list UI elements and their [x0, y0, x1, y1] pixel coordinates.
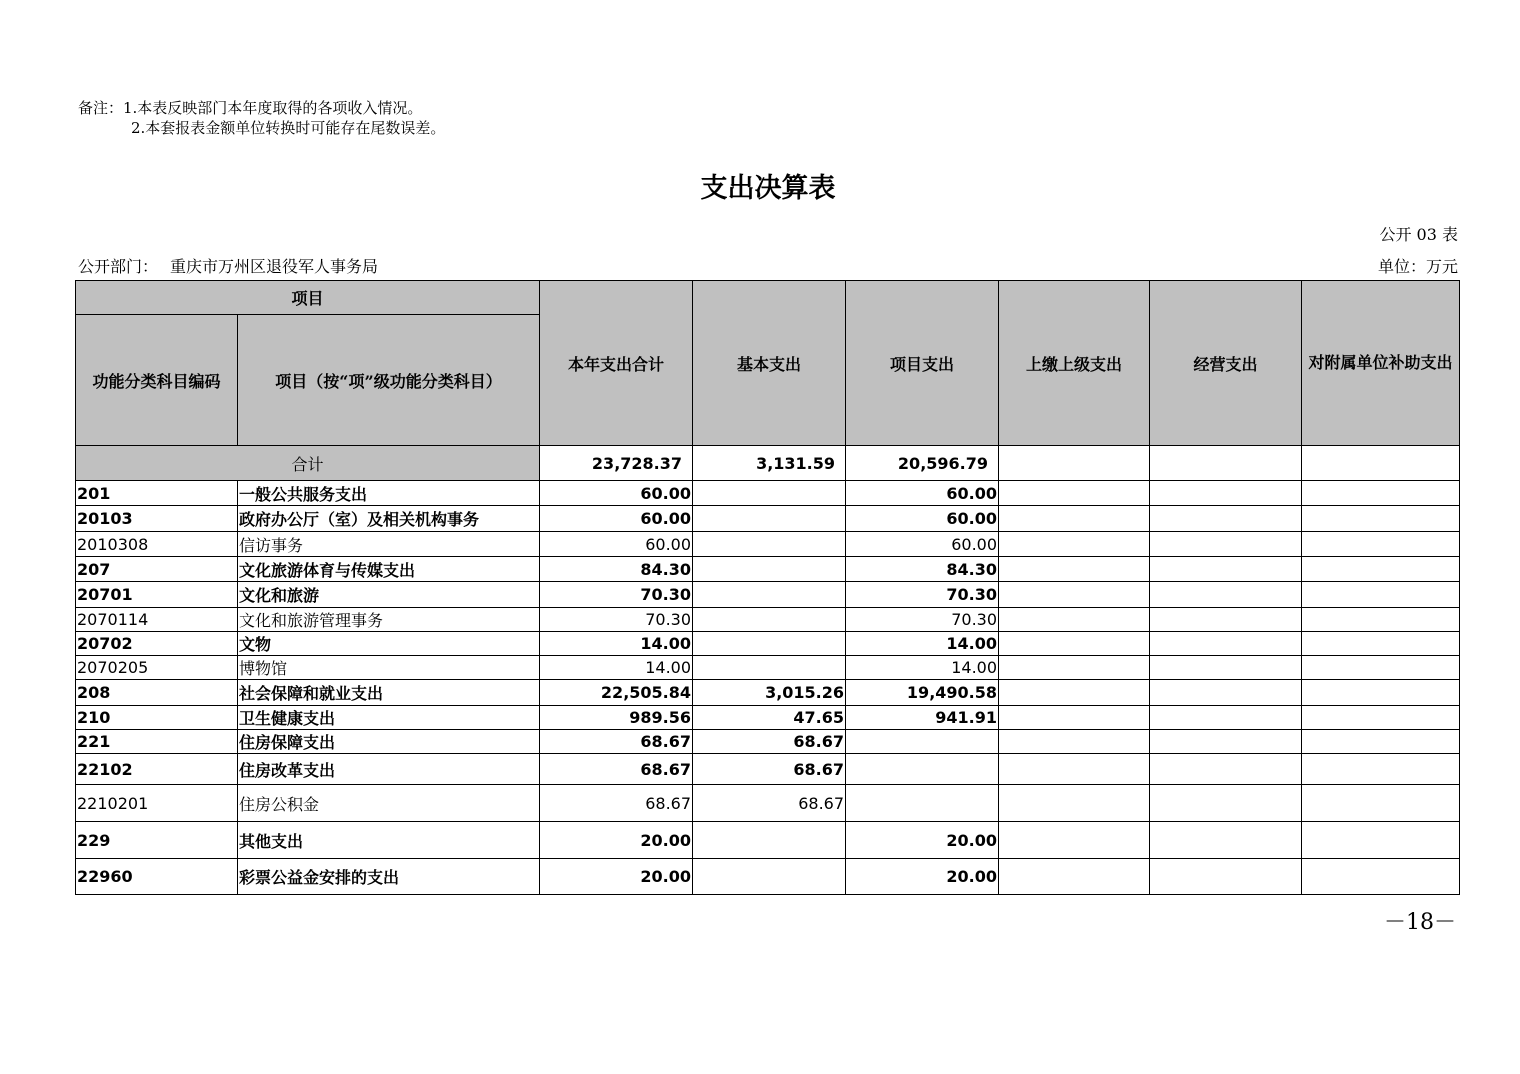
cell-subsidy: [1302, 785, 1460, 822]
table-row: [76, 730, 1460, 754]
cell-project: 14.00: [846, 632, 999, 656]
note-line-1: 备注：1.本表反映部门本年度取得的各项收入情况。: [78, 99, 423, 117]
page-title: 支出决算表: [700, 173, 836, 204]
total-cell-upper: [999, 446, 1150, 481]
department-info: [78, 254, 378, 277]
cell-code: 20701: [76, 582, 238, 608]
cell-subsidy: [1302, 656, 1460, 680]
cell-basic: [693, 582, 846, 608]
total-label: 合计: [76, 446, 540, 481]
cell-name: 其他支出: [238, 822, 540, 859]
table-row: [76, 656, 1460, 680]
header-subsidy: 对附属单位补助支出: [1302, 281, 1460, 446]
cell-project: [846, 730, 999, 754]
cell-code: 22960: [76, 859, 238, 895]
cell-project: 84.30: [846, 557, 999, 582]
cell-subsidy: [1302, 557, 1460, 582]
total-cell-basic: 3,131.59: [693, 446, 846, 481]
table-body: [76, 446, 1460, 895]
cell-name: 彩票公益金安排的支出: [238, 859, 540, 895]
cell-upper: [999, 557, 1150, 582]
cell-business: [1150, 582, 1302, 608]
cell-upper: [999, 706, 1150, 730]
note-line-2: 2.本套报表金额单位转换时可能存在尾数误差。: [131, 119, 446, 137]
cell-name: 一般公共服务支出: [238, 481, 540, 506]
cell-total: 14.00: [540, 632, 693, 656]
cell-code: 201: [76, 481, 238, 506]
department-name: 重庆市万州区退役军人事务局: [170, 257, 379, 276]
header-project: 项目支出: [846, 281, 999, 446]
cell-business: [1150, 632, 1302, 656]
cell-upper: [999, 632, 1150, 656]
cell-upper: [999, 532, 1150, 557]
total-cell-business: [1150, 446, 1302, 481]
cell-basic: 68.67: [693, 730, 846, 754]
cell-upper: [999, 730, 1150, 754]
cell-basic: [693, 632, 846, 656]
cell-project: 14.00: [846, 656, 999, 680]
table-row: [76, 532, 1460, 557]
cell-total: 989.56: [540, 706, 693, 730]
table-row: [76, 859, 1460, 895]
cell-business: [1150, 506, 1302, 532]
cell-code: 20103: [76, 506, 238, 532]
cell-business: [1150, 532, 1302, 557]
cell-code: 20702: [76, 632, 238, 656]
cell-business: [1150, 754, 1302, 785]
cell-name: 文化和旅游管理事务: [238, 608, 540, 632]
cell-upper: [999, 608, 1150, 632]
cell-subsidy: [1302, 680, 1460, 706]
header-name: 项目（按“项”级功能分类科目）: [238, 315, 540, 446]
cell-basic: 68.67: [693, 754, 846, 785]
cell-subsidy: [1302, 632, 1460, 656]
cell-name: 住房保障支出: [238, 730, 540, 754]
total-row: [76, 446, 1460, 481]
cell-total: 60.00: [540, 506, 693, 532]
table-row: [76, 822, 1460, 859]
notes: [78, 98, 445, 138]
cell-name: 信访事务: [238, 532, 540, 557]
cell-project: 70.30: [846, 608, 999, 632]
cell-basic: [693, 481, 846, 506]
cell-project: 60.00: [846, 481, 999, 506]
cell-upper: [999, 506, 1150, 532]
cell-upper: [999, 656, 1150, 680]
header-item: 项目: [76, 281, 540, 315]
cell-name: 卫生健康支出: [238, 706, 540, 730]
cell-upper: [999, 582, 1150, 608]
cell-basic: [693, 656, 846, 680]
cell-name: 住房公积金: [238, 785, 540, 822]
cell-total: 68.67: [540, 785, 693, 822]
cell-basic: 3,015.26: [693, 680, 846, 706]
table-row: [76, 608, 1460, 632]
cell-business: [1150, 608, 1302, 632]
cell-name: 政府办公厅（室）及相关机构事务: [238, 506, 540, 532]
table-row: [76, 557, 1460, 582]
cell-subsidy: [1302, 822, 1460, 859]
cell-subsidy: [1302, 608, 1460, 632]
cell-code: 2070205: [76, 656, 238, 680]
cell-code: 2210201: [76, 785, 238, 822]
cell-upper: [999, 680, 1150, 706]
header-business: 经营支出: [1150, 281, 1302, 446]
total-cell-subsidy: [1302, 446, 1460, 481]
cell-code: 2070114: [76, 608, 238, 632]
cell-code: 229: [76, 822, 238, 859]
table-row: [76, 582, 1460, 608]
cell-basic: [693, 557, 846, 582]
cell-total: 14.00: [540, 656, 693, 680]
cell-business: [1150, 822, 1302, 859]
expenditure-table: [75, 280, 1460, 895]
header-total: 本年支出合计: [540, 281, 693, 446]
table-row: [76, 632, 1460, 656]
cell-subsidy: [1302, 730, 1460, 754]
cell-code: 2010308: [76, 532, 238, 557]
cell-upper: [999, 754, 1150, 785]
cell-upper: [999, 859, 1150, 895]
total-cell-project: 20,596.79: [846, 446, 999, 481]
cell-project: 20.00: [846, 859, 999, 895]
cell-total: 20.00: [540, 859, 693, 895]
cell-code: 22102: [76, 754, 238, 785]
cell-basic: [693, 532, 846, 557]
cell-basic: [693, 506, 846, 532]
cell-code: 208: [76, 680, 238, 706]
cell-project: 70.30: [846, 582, 999, 608]
cell-name: 文化和旅游: [238, 582, 540, 608]
cell-subsidy: [1302, 582, 1460, 608]
header-code: 功能分类科目编码: [76, 315, 238, 446]
cell-business: [1150, 730, 1302, 754]
cell-upper: [999, 785, 1150, 822]
cell-subsidy: [1302, 481, 1460, 506]
cell-business: [1150, 656, 1302, 680]
cell-upper: [999, 822, 1150, 859]
cell-subsidy: [1302, 706, 1460, 730]
cell-code: 210: [76, 706, 238, 730]
cell-basic: 47.65: [693, 706, 846, 730]
cell-business: [1150, 859, 1302, 895]
table-row: [76, 754, 1460, 785]
cell-name: 文化旅游体育与传媒支出: [238, 557, 540, 582]
page-number: －18－: [1384, 910, 1456, 935]
cell-project: 941.91: [846, 706, 999, 730]
cell-business: [1150, 680, 1302, 706]
cell-business: [1150, 481, 1302, 506]
cell-total: 68.67: [540, 730, 693, 754]
cell-subsidy: [1302, 754, 1460, 785]
cell-project: 60.00: [846, 532, 999, 557]
table-row: [76, 506, 1460, 532]
header-basic: 基本支出: [693, 281, 846, 446]
cell-name: 社会保障和就业支出: [238, 680, 540, 706]
cell-subsidy: [1302, 532, 1460, 557]
cell-basic: [693, 859, 846, 895]
cell-total: 22,505.84: [540, 680, 693, 706]
cell-upper: [999, 481, 1150, 506]
cell-project: 20.00: [846, 822, 999, 859]
cell-business: [1150, 785, 1302, 822]
cell-total: 70.30: [540, 608, 693, 632]
cell-basic: [693, 822, 846, 859]
cell-subsidy: [1302, 859, 1460, 895]
cell-project: 19,490.58: [846, 680, 999, 706]
cell-total: 20.00: [540, 822, 693, 859]
header-upper: 上缴上级支出: [999, 281, 1150, 446]
cell-total: 60.00: [540, 481, 693, 506]
table-row: [76, 785, 1460, 822]
department-label: 公开部门：: [78, 257, 159, 276]
cell-total: 70.30: [540, 582, 693, 608]
cell-basic: 68.67: [693, 785, 846, 822]
cell-project: [846, 754, 999, 785]
table-row: [76, 706, 1460, 730]
table-row: [76, 481, 1460, 506]
cell-total: 84.30: [540, 557, 693, 582]
cell-code: 221: [76, 730, 238, 754]
cell-basic: [693, 608, 846, 632]
cell-name: 博物馆: [238, 656, 540, 680]
cell-project: [846, 785, 999, 822]
cell-total: 68.67: [540, 754, 693, 785]
cell-subsidy: [1302, 506, 1460, 532]
cell-business: [1150, 706, 1302, 730]
cell-code: 207: [76, 557, 238, 582]
form-number: 公开 03 表: [1379, 225, 1458, 244]
cell-project: 60.00: [846, 506, 999, 532]
table-row: [76, 680, 1460, 706]
cell-name: 住房改革支出: [238, 754, 540, 785]
total-cell-total: 23,728.37: [540, 446, 693, 481]
cell-total: 60.00: [540, 532, 693, 557]
unit-label: 单位：万元: [1377, 257, 1458, 276]
cell-name: 文物: [238, 632, 540, 656]
cell-business: [1150, 557, 1302, 582]
